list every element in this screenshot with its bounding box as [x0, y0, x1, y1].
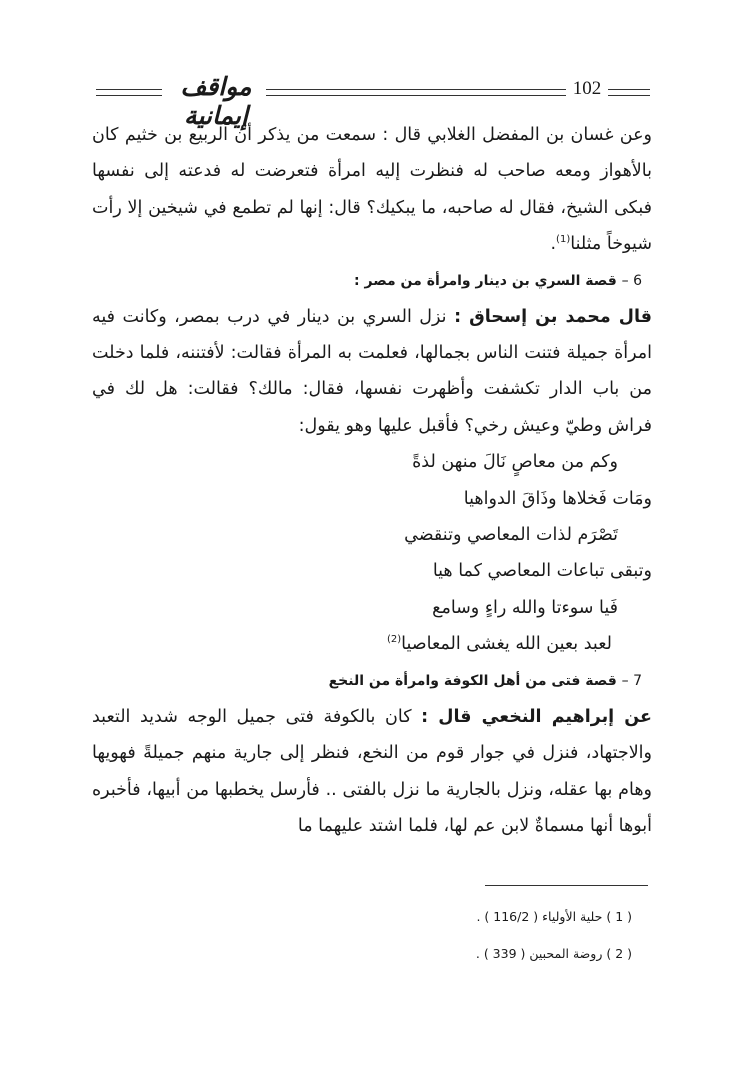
page-number: 102 — [572, 78, 602, 99]
section-number: 7 – — [621, 672, 642, 689]
section-heading-7 — [92, 663, 652, 699]
footnote-separator — [485, 885, 648, 886]
section-number: 6 – — [621, 272, 642, 289]
paragraph-kufa — [92, 699, 652, 845]
footnote-1: ( 1 ) حلية الأولياء ( 116/2 ) . — [476, 909, 632, 924]
poem-verse-1: وكم من معاصٍ نَالَ منهن لذةً — [412, 452, 618, 473]
narrator-name: عن إبراهيم النخعي قال : — [421, 706, 652, 727]
section-heading-6 — [92, 263, 652, 299]
paragraph-rabi — [92, 117, 652, 263]
header-rule-left — [96, 89, 162, 96]
paragraph-sari-text: نزل السري بن دينار في درب بمصر، وكانت فيه امرأة جميلة فتنت الناس بجمالها، فعلمت به المرأة فقالت: لأفتننه، فلما دخلت من باب الدار تكشفت وأظهرت نفسها، فقال: مالك؟ فقالت: هل لك في فراش وطيّ وعيش رخي؟ فأقبل عليها وهو يقول: — [92, 306, 652, 436]
poem-verse-2: ومَات فَخلاها وذَاقَ الدواهيا — [463, 488, 652, 509]
footnote-ref-2: (2) — [386, 634, 402, 646]
poem-verse-5: فَيا سوءتا والله راءٍ وسامع — [432, 597, 618, 618]
paragraph-rabi-text: وعن غسان بن المفضل الغلابي قال : سمعت من يذكر أن الربيع بن خثيم كان بالأهواز ومعه صاحب له فنظرت إليه امرأة فتعرضت له فدعته إلى نفسها فبكى الشيخ، فقال له صاحبه، ما يبكيك؟ قال: إنها لم تطمع في شيخين إلا رأت شيوخاً مثلنا — [92, 125, 652, 255]
footnote-ref-1: (1) — [556, 234, 571, 246]
header-rule-middle — [266, 89, 566, 96]
book-title: مواقف إيمانية — [180, 72, 252, 130]
poem-verse-3: تَصْرَم لذات المعاصي وتنقضي — [404, 525, 618, 546]
section-title: قصة السري بن دينار وامرأة من مصر : — [354, 272, 617, 289]
footnotes — [300, 898, 640, 972]
paragraph-kufa-text: كان بالكوفة فتى جميل الوجه شديد التعبد والاجتهاد، فنزل في جوار قوم من النخع، فنظر إلى جارية منهم جميلةً فهويها وهام بها عقله، ونزل بالجارية ما نزل بالفتى .. فأرسل يخطبها من أبيها، فأخبره أبوها أنها مسماةٌ لابن عم لها، فلما اشتد عليهما ما — [92, 706, 652, 836]
main-text — [92, 117, 652, 844]
poem-verse-6-text: لعبد بعين الله يغشى المعاصيا — [401, 634, 612, 655]
narrator-name: قال محمد بن إسحاق : — [454, 306, 652, 327]
paragraph-sari — [92, 299, 652, 445]
paragraph-rabi-end: . — [550, 234, 557, 255]
section-title: قصة فتى من أهل الكوفة وامرأة من النخع — [328, 672, 617, 689]
poem — [92, 444, 652, 662]
running-header — [96, 72, 656, 130]
poem-verse-4: وتبقى تباعات المعاصي كما هيا — [432, 561, 652, 582]
poem-verse-6 — [92, 626, 652, 662]
footnote-2: ( 2 ) روضة المحبين ( 339 ) . — [475, 946, 632, 961]
header-rule-right — [608, 89, 650, 96]
